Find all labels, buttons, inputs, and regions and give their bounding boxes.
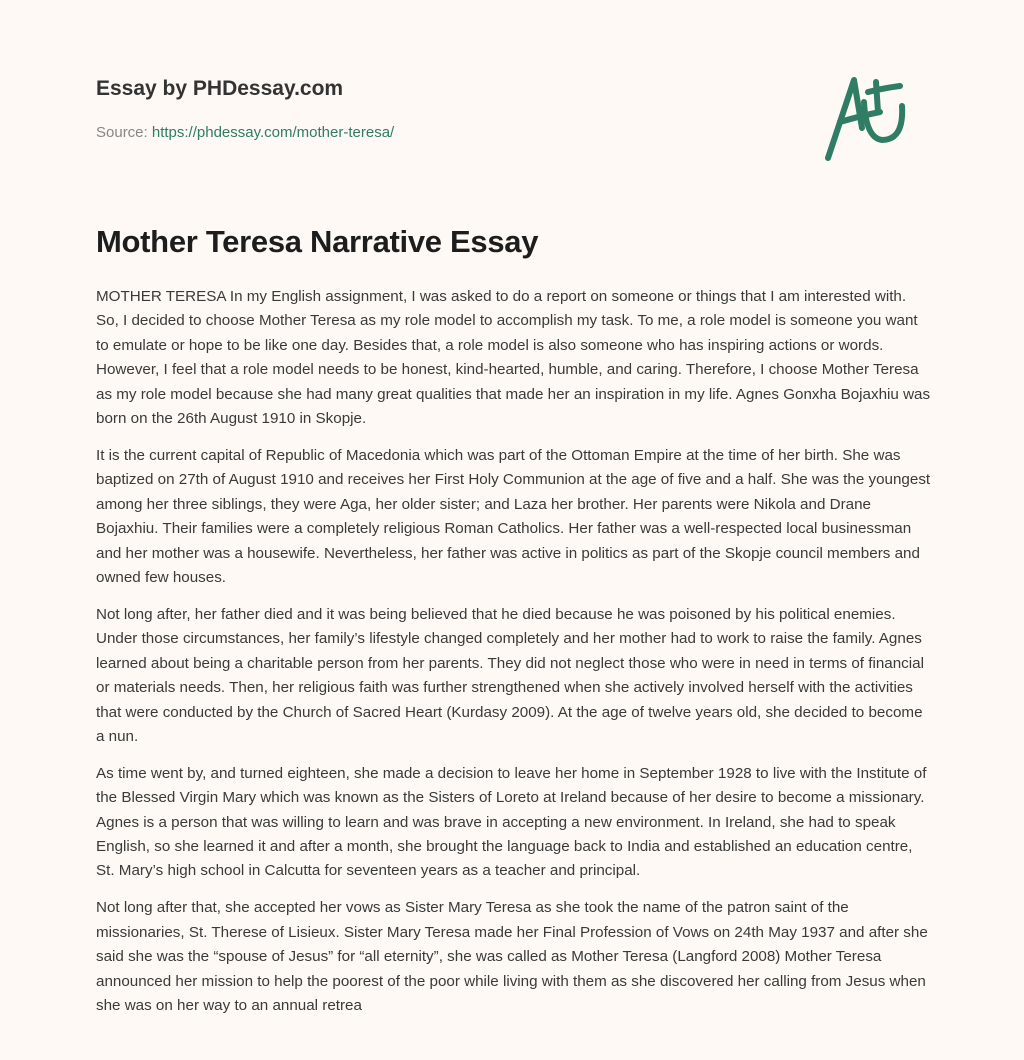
brand-title: Essay by PHDessay.com (96, 77, 344, 100)
source-link[interactable]: https://phdessay.com/mother-teresa/ (151, 124, 395, 141)
essay-title: Mother Teresa Narrative Essay (96, 224, 539, 259)
source-line (96, 124, 394, 141)
source-label: Source: (96, 124, 148, 141)
paragraph: Not long after, her father died and it was being believed that he died because he was poisoned by his political enemies. Under those circumstances, her family’s lifestyle changed completely and her mother had to work to raise the family. Agnes learned about being a charitable person from her parents. They did not neglect those who were in need in terms of financial or materials needs. Then, her religious faith was further strengthened when she actively involved herself with the activities that were conducted by the Church of Sacred Heart (Kurdasy 2009). At the age of twelve years old, she decided to become a nun. (96, 605, 924, 745)
paragraph: MOTHER TERESA In my English assignment, I was asked to do a report on someone or things that I am interested with. So, I decided to choose Mother Teresa as my role model to accomplish my task. To me, a role model is someone you want to emulate or hope to be like one day. Besides that, a role model is also someone who has inspiring actions or words. However, I feel that a role model needs to be honest, kind-hearted, humble, and caring. Therefore, I choose Mother Teresa as my role model because she had many great qualities that made her an inspiration in my life. Agnes Gonxha Bojaxhiu was born on the 26th August 1910 in Skopje. (96, 288, 931, 428)
paragraph: It is the current capital of Republic of Macedonia which was part of the Ottoman Empire at the time of her birth. She was baptized on 27th of August 1910 and receives her First Holy Communion at the age of five and a half. She was the youngest among her three siblings, they were Aga, her older sister; and Laza her brother. Her parents were Nikola and Drane Bojaxhiu. Their families were a completely religious Roman Catholics. Her father was a well-respected local businessman and her mother was a housewife. Nevertheless, her father was active in politics as part of the Skopje council members and owned few houses. (96, 446, 931, 586)
a-plus-logo-icon (820, 68, 930, 168)
essay-body (96, 285, 932, 1031)
paragraph: Not long after that, she accepted her vows as Sister Mary Teresa as she took the name of the patron saint of the missionaries, St. Therese of Lisieux. Sister Mary Teresa made her Final Profession of Vows on 24th May 1937 and after she said she was the “spouse of Jesus” for “all eternity”, she was called as Mother Teresa (Langford 2008) Mother Teresa announced her mission to help the poorest of the poor while living with them as she discovered her calling from Jesus when she was on her way to an annual retrea (96, 899, 928, 1014)
paragraph: As time went by, and turned eighteen, she made a decision to leave her home in September 1928 to live with the Institute of the Blessed Virgin Mary which was known as the Sisters of Loreto at Ireland because of her desire to become a missionary. Agnes is a person that was willing to learn and was brave in accepting a new environment. In Ireland, she had to speak English, so she learned it and after a month, she brought the language back to India and established an education centre, St. Mary’s high school in Calcutta for seventeen years as a teacher and principal. (96, 764, 927, 880)
